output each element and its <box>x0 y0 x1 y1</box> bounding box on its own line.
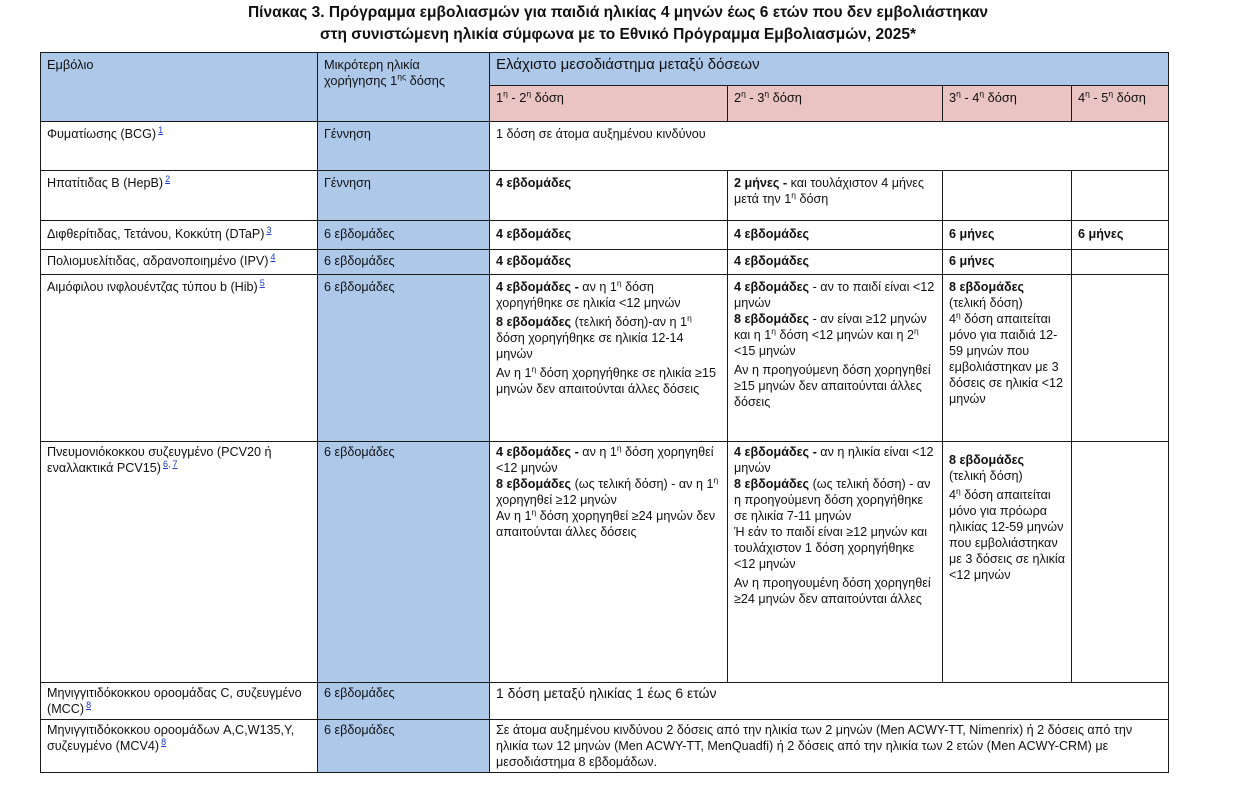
min-age-cell: 6 εβδομάδες <box>318 683 490 720</box>
table-row-mcc <box>41 683 1169 720</box>
min-age-cell: 6 εβδομάδες <box>318 275 490 442</box>
dash: - <box>1089 90 1102 105</box>
interval-note: (ως τελική δόση) - αν η προηγούμενη δόση χορηγήθηκε σε ηλικία 7-11 μηνών <box>734 477 931 523</box>
vaccine-cell <box>41 122 318 171</box>
interval-value: 4 εβδομάδες - <box>734 445 817 459</box>
interval-paragraph <box>949 487 1065 583</box>
interval-note: Αν η 1 <box>496 366 532 380</box>
interval-paragraph <box>949 311 1065 407</box>
interval-4-5-cell <box>1072 221 1169 250</box>
table-row-dtap <box>41 221 1169 250</box>
ordinal-sup: η <box>1108 88 1114 99</box>
interval-paragraph <box>496 365 721 397</box>
interval-paragraph: Ή εάν το παιδί είναι ≥12 μηνών και τουλάχιστον 1 δόση χορηγήθηκε <12 μηνών <box>734 525 928 571</box>
interval-2-3-cell <box>728 275 943 442</box>
header-min-age <box>318 53 490 122</box>
interval-value: 2 μήνες - <box>734 176 788 190</box>
dose-num: 1 <box>496 90 504 105</box>
interval-1-2-cell <box>490 442 728 683</box>
min-age-cell: 6 εβδομάδες <box>318 250 490 275</box>
interval-span-cell: 1 δόση μεταξύ ηλικίας 1 έως 6 ετών <box>490 683 1169 720</box>
dose-num: 4 <box>972 90 980 105</box>
interval-value: 6 μήνες <box>1078 227 1124 241</box>
vaccine-name: Αιμόφιλου ινφλουέντζας τύπου b (Hib) <box>47 280 258 294</box>
interval-paragraph <box>496 476 721 508</box>
interval-value: 8 εβδομάδες <box>949 280 1025 294</box>
table-row-ipv <box>41 250 1169 275</box>
interval-value: 8 εβδομάδες <box>734 312 810 326</box>
interval-4-5-cell <box>1072 250 1169 275</box>
interval-note: Αν η 1 <box>496 509 532 523</box>
table-row-hib <box>41 275 1169 442</box>
interval-span-cell: Σε άτομα αυξημένου κινδύνου 2 δόσεις από την ηλικία των 2 μηνών (Men ACWY-TT, Nimenrix) ή 2 δόσεις από την ηλικία των 12 μηνών (Men ACWY-TT, MenQuadfi) ή 2 δόσεις από την ηλικία των 2 ετών (Men ACWY-CRM) με μεσοδιάστημα 8 εβδομάδων. <box>490 720 1169 773</box>
min-age-cell: 6 εβδομάδες <box>318 720 490 773</box>
interval-note: χορηγηθεί ≥12 μηνών <box>496 493 617 507</box>
interval-paragraph: Αν η προηγουμένη δόση χορηγηθεί ≥24 μηνών δεν απαιτούνται άλλες <box>734 576 931 606</box>
interval-paragraph <box>734 444 936 476</box>
ordinal-sup: η <box>771 325 776 336</box>
interval-2-3-cell <box>728 221 943 250</box>
dose-suffix: δόση <box>531 90 564 105</box>
interval-value: 4 εβδομάδες <box>496 227 572 241</box>
ordinal-sup: η <box>713 474 719 485</box>
vaccine-cell <box>41 250 318 275</box>
vaccine-cell <box>41 275 318 442</box>
interval-1-2-cell <box>490 250 728 275</box>
min-age-cell: 6 εβδομάδες <box>318 442 490 683</box>
interval-value: 4 εβδομάδες <box>734 254 810 268</box>
interval-note: δόση <12 μηνών και η 2 <box>775 328 915 342</box>
dash: - <box>745 90 758 105</box>
vaccine-name: Φυματίωσης (BCG) <box>47 127 157 141</box>
table-row-bcg <box>41 122 1169 171</box>
ordinal-sup: η <box>687 312 692 323</box>
footnote-link[interactable]: 8 <box>86 699 92 710</box>
interval-paragraph: (τελική δόση) <box>949 296 1023 310</box>
vaccine-name: Μηνιγγιτιδόκοκκου οροομάδας C, συζευγμένο (MCC) <box>47 686 302 716</box>
header-dose-3-4 <box>943 86 1072 122</box>
ordinal-sup: η <box>1085 88 1090 99</box>
vaccine-name: Διφθερίτιδας, Τετάνου, Κοκκύτη (DTaP) <box>47 227 265 241</box>
interval-value: 8 εβδομάδες <box>734 477 810 491</box>
footnote-link[interactable]: 4 <box>270 251 276 262</box>
footnote-link[interactable]: 8 <box>161 736 167 747</box>
dash: - <box>960 90 973 105</box>
min-age-cell: Γέννηση <box>318 122 490 171</box>
interval-value: 8 εβδομάδες <box>496 477 572 491</box>
interval-3-4-cell <box>943 221 1072 250</box>
interval-paragraph <box>949 452 1065 468</box>
interval-value: 6 μήνες <box>949 254 995 268</box>
interval-paragraph <box>496 279 721 311</box>
ordinal-sup: η <box>979 88 985 99</box>
interval-2-3-cell <box>728 171 943 221</box>
interval-note: - αν είναι ≥12 μηνών και η 1 <box>734 312 927 342</box>
ordinal-sup: η <box>956 485 961 496</box>
interval-2-3-cell <box>728 250 943 275</box>
interval-note: δόση χορηγήθηκε σε ηλικία <12 μηνών <box>496 280 681 310</box>
interval-3-4-cell <box>943 171 1072 221</box>
interval-paragraph: Αν η προηγούμενη δόση χορηγηθεί ≥15 μηνών δεν απαιτούνται άλλες δόσεις <box>734 363 931 409</box>
vaccine-cell <box>41 683 318 720</box>
interval-value: 4 εβδομάδες <box>734 280 810 294</box>
interval-note: αν η 1 <box>578 280 617 294</box>
interval-1-2-cell <box>490 171 728 221</box>
dose-num: 5 <box>1101 90 1109 105</box>
interval-note: δόση απαιτείται μόνο για πρόωρα ηλικίας 12-59 μηνών που εμβολιάστηκαν με 3 δόσεις σε ηλικία <12 μηνών <box>949 488 1066 582</box>
ordinal-sup: η <box>616 442 622 453</box>
interval-note: (ως τελική δόση) - αν η 1 <box>571 477 714 491</box>
footnote-link[interactable]: 5 <box>259 277 265 288</box>
interval-paragraph <box>496 314 721 362</box>
vaccine-cell <box>41 720 318 773</box>
interval-value: 8 εβδομάδες <box>949 453 1025 467</box>
interval-note: δόση χορηγήθηκε σε ηλικία ≥15 μηνών δεν απαιτούνται άλλες δόσεις <box>496 366 716 396</box>
ordinal-sup: η <box>526 88 532 99</box>
interval-1-2-cell <box>490 275 728 442</box>
interval-paragraph <box>734 311 936 359</box>
vaccine-cell <box>41 442 318 683</box>
ordinal-sup: η <box>956 309 961 320</box>
vaccine-cell <box>41 171 318 221</box>
vaccine-name: Πνευμονιόκοκκου συζευγμένο (PCV20 ή εναλλακτικά PCV15) <box>47 445 272 475</box>
ordinal-sup: η <box>741 88 746 99</box>
min-age-cell: 6 εβδομάδες <box>318 221 490 250</box>
interval-note: <15 μηνών <box>734 344 796 358</box>
interval-note: δόση χορηγήθηκε σε ηλικία 12-14 μηνών <box>496 331 684 361</box>
interval-4-5-cell <box>1072 275 1169 442</box>
dose-suffix: δόση <box>769 90 802 105</box>
footnote-separator: , <box>167 458 171 469</box>
table-title <box>0 2 1236 46</box>
interval-value: 6 μήνες <box>949 227 995 241</box>
dose-suffix: δόση <box>1113 90 1146 105</box>
interval-value: 4 εβδομάδες <box>496 176 572 190</box>
interval-value: 4 εβδομάδες - <box>496 445 579 459</box>
interval-value: 4 εβδομάδες - <box>496 280 579 294</box>
interval-note: αν η ηλικία είναι <12 μηνών <box>734 445 934 475</box>
header-min-age-line2-post: δόσης <box>406 73 446 88</box>
table-row-pcv <box>41 442 1169 683</box>
min-age-cell: Γέννηση <box>318 171 490 221</box>
interval-paragraph: (τελική δόση) <box>949 469 1023 483</box>
dose-num: 2 <box>734 90 742 105</box>
interval-value: 4 εβδομάδες <box>734 227 810 241</box>
interval-value: 4 εβδομάδες <box>496 254 572 268</box>
dash: - <box>507 90 520 105</box>
dose-num: 2 <box>519 90 527 105</box>
header-min-age-line2-pre: χορήγησης 1 <box>324 73 398 88</box>
footnote-link[interactable]: 7 <box>172 458 178 469</box>
ordinal-sup: η <box>503 88 508 99</box>
dose-suffix: δόση <box>984 90 1017 105</box>
interval-2-3-cell <box>728 442 943 683</box>
header-dose-2-3 <box>728 86 943 122</box>
header-vaccine: Εμβόλιο <box>41 53 318 122</box>
header-dose-4-5 <box>1072 86 1169 122</box>
interval-3-4-cell <box>943 442 1072 683</box>
vaccine-name: Ηπατίτιδας Β (HepB) <box>47 176 164 190</box>
header-interval-group: Ελάχιστο μεσοδιάστημα μεταξύ δόσεων <box>490 53 1169 86</box>
vaccine-name: Πολιομυελίτιδας, αδρανοποιημένο (IPV) <box>47 254 269 268</box>
ordinal-sup: η <box>956 88 961 99</box>
title-line-1: Πίνακας 3. Πρόγραμμα εμβολιασμών για παιδιά ηλικίας 4 μηνών έως 6 ετών που δεν εμβολιάστηκαν <box>247 4 988 21</box>
ordinal-sup: η <box>914 325 919 336</box>
interval-note: δόση χορηγηθεί <12 μηνών <box>496 445 714 475</box>
header-row-top <box>41 53 1169 86</box>
vaccination-schedule-table <box>40 52 1169 773</box>
interval-paragraph <box>496 444 721 476</box>
dose-num: 3 <box>949 90 957 105</box>
header-dose-1-2 <box>490 86 728 122</box>
ordinal-sup: η <box>531 506 537 517</box>
interval-note: (τελική δόση)-αν η 1 <box>571 315 688 329</box>
dose-num: 3 <box>757 90 765 105</box>
dose-num: 4 <box>1078 90 1086 105</box>
vaccine-cell <box>41 221 318 250</box>
ordinal-sup: η <box>531 363 537 374</box>
interval-note: δόση <box>795 192 829 206</box>
interval-paragraph <box>949 279 1065 295</box>
footnote-link[interactable]: 1 <box>158 124 164 135</box>
interval-paragraph <box>734 279 936 311</box>
interval-3-4-cell <box>943 250 1072 275</box>
footnote-link[interactable]: 6 <box>162 458 168 469</box>
interval-1-2-cell <box>490 221 728 250</box>
footnote-link[interactable]: 2 <box>165 173 171 184</box>
ordinal-sup: η <box>791 189 796 200</box>
interval-paragraph <box>496 508 721 540</box>
interval-note: 4 <box>949 488 957 502</box>
interval-note: αν η 1 <box>578 445 617 459</box>
ordinal-sup: η <box>764 88 770 99</box>
interval-note: δόση χορηγηθεί ≥24 μηνών δεν απαιτούνται άλλες δόσεις <box>496 509 716 539</box>
interval-span-cell: 1 δόση σε άτομα αυξημένου κινδύνου <box>490 122 1169 171</box>
header-min-age-line1: Μικρότερη ηλικία <box>324 57 420 72</box>
vaccine-name: Μηνιγγιτιδόκοκκου οροομάδων A,C,W135,Y, συζευγμένο (MCV4) <box>47 723 295 753</box>
interval-paragraph <box>734 476 936 524</box>
interval-4-5-cell <box>1072 171 1169 221</box>
table-row-mcv4 <box>41 720 1169 773</box>
interval-note: δόση απαιτείται μόνο για παιδιά 12-59 μηνών που εμβολιάστηκαν με 3 δόσεις σε ηλικία <12 μηνών <box>949 312 1063 406</box>
interval-note: 4 <box>949 312 957 326</box>
interval-3-4-cell <box>943 275 1072 442</box>
header-min-age-sup: ης <box>397 71 407 82</box>
table-row-hepb <box>41 171 1169 221</box>
interval-4-5-cell <box>1072 442 1169 683</box>
footnote-link[interactable]: 3 <box>266 224 272 235</box>
interval-note: - αν το παιδί είναι <12 μηνών <box>734 280 935 310</box>
title-line-2: στη συνιστώμενη ηλικία σύμφωνα με το Εθνικό Πρόγραμμα Εμβολιασμών, 2025* <box>319 26 917 43</box>
interval-value: 8 εβδομάδες <box>496 315 572 329</box>
ordinal-sup: η <box>616 277 622 288</box>
interval-note: και τουλάχιστον 4 μήνες μετά την 1 <box>734 176 924 206</box>
